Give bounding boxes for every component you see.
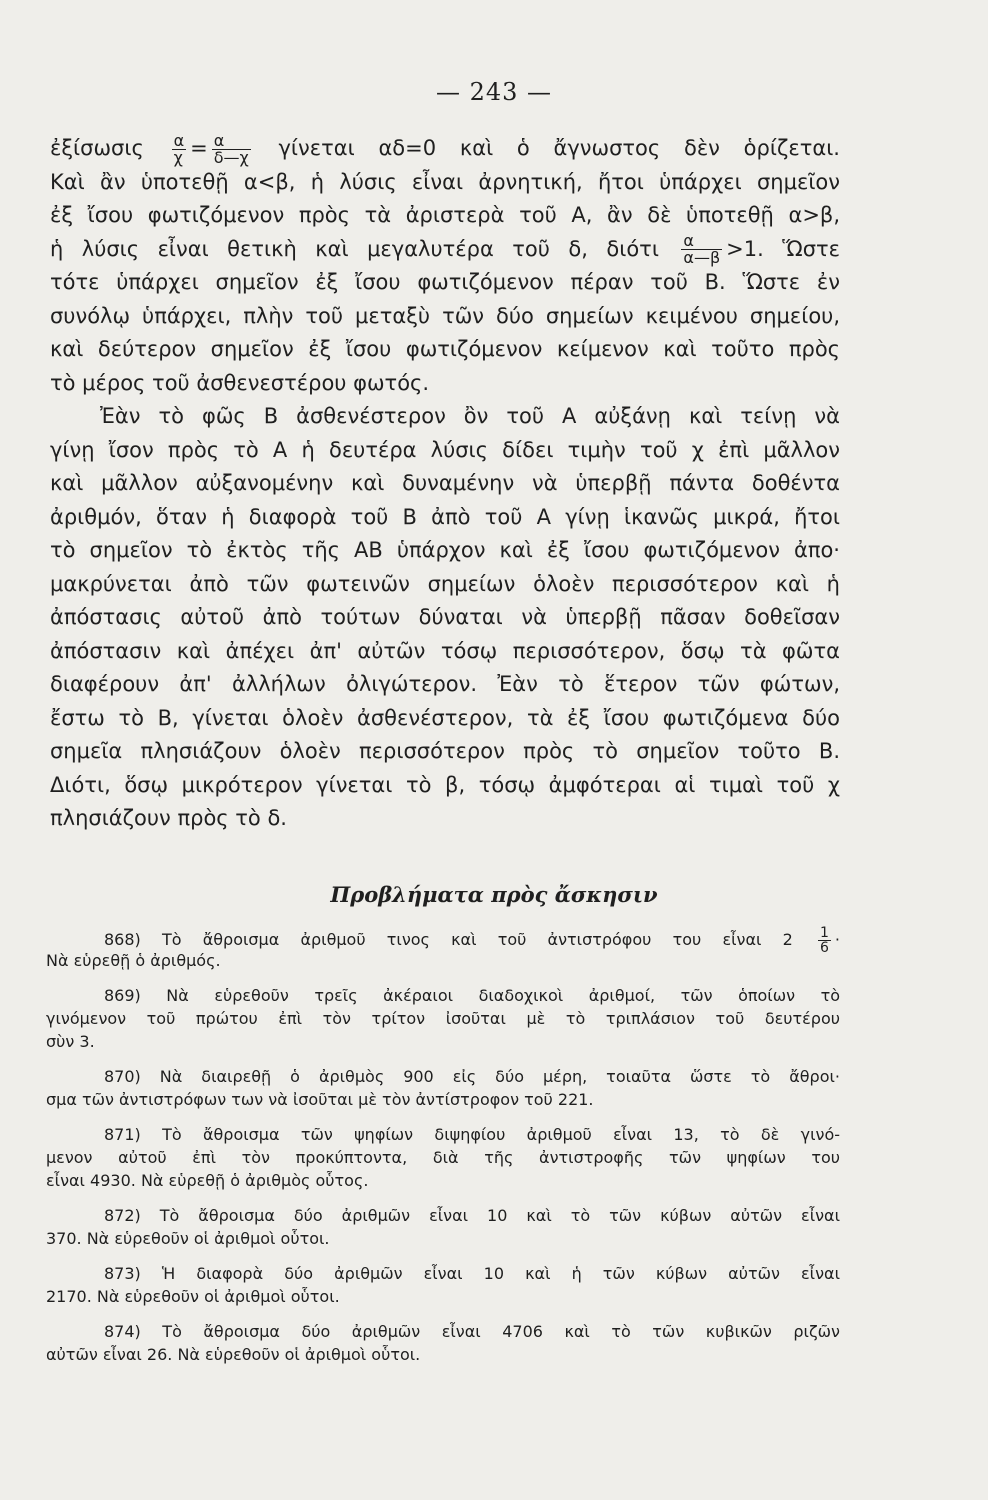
exercise-line: εἶναι 4930. Νὰ εὑρεθῇ ὁ ἀριθμὸς οὗτος. — [46, 1171, 369, 1190]
fraction-numerator: α — [173, 130, 185, 150]
exercise-870 — [46, 1065, 840, 1111]
text-span: γίνεται αδ=0 καὶ ὁ ἄγνωστος δὲν ὁρίζεται. — [278, 136, 840, 160]
exercise-line: Νὰ εὑρεθῇ ὁ ἀριθμός. — [46, 951, 221, 970]
text-line-16: ἀπόστασιν καὶ ἀπέχει ἀπ' αὐτῶν τόσῳ περισσότερον, ὅσῳ τὰ φῶτα — [50, 638, 840, 663]
section-heading: Προβλήματα πρὸς ἄσκησιν — [330, 882, 658, 907]
text-line-12: ἀριθμόν, ὅταν ἡ διαφορὰ τοῦ Β ἀπὸ τοῦ Α γίνῃ ἱκανῶς μικρά, ἤτοι — [50, 504, 840, 529]
exercise-868 — [46, 926, 840, 972]
exercise-873 — [46, 1262, 840, 1308]
text-line-20: Διότι, ὅσῳ μικρότερον γίνεται τὸ β, τόσῳ ἀμφότεραι αἱ τιμαὶ τοῦ χ — [50, 772, 840, 797]
exercise-line: αὐτῶν εἶναι 26. Νὰ εὑρεθοῦν οἱ ἀριθμοὶ οὗτοι. — [46, 1345, 421, 1364]
equals-sign: = — [190, 136, 208, 160]
text-line-21: πλησιάζουν πρὸς τὸ δ. — [50, 806, 287, 830]
fraction-numerator: 1 — [819, 925, 829, 941]
text-line-3: ἐξ ἴσου φωτιζόμενον πρὸς τὰ ἀριστερὰ τοῦ Α, ἂν δὲ ὑποτεθῇ α>β, — [50, 203, 840, 227]
fraction-one-sixth — [818, 926, 831, 955]
fraction-a-over-x — [172, 130, 187, 167]
text-line-6: συνόλῳ ὑπάρχει, πλὴν τοῦ μεταξὺ τῶν δύο σημείων κειμένου σημείου, — [50, 303, 840, 328]
fraction-a-over-d-minus-x — [212, 130, 251, 167]
exercise-list — [46, 926, 840, 1378]
fraction-denominator: χ — [173, 147, 183, 167]
text-line-2: Καὶ ἂν ὑποτεθῇ α<β, ἡ λύσις εἶναι ἀρνητική, ἤτοι ὑπάρχει σημεῖον — [50, 169, 840, 194]
text-span: · — [834, 930, 840, 949]
text-line-9: Ἐὰν τὸ φῶς Β ἀσθενέστερον ὂν τοῦ Α αὐξάνῃ καὶ τείνῃ νὰ — [100, 404, 840, 428]
exercise-line: γινόμενον τοῦ πρώτου ἐπὶ τὸν τρίτον ἰσοῦται μὲ τὸ τριπλάσιον τοῦ δευτέρου — [46, 1009, 840, 1028]
main-text — [50, 132, 840, 836]
exercise-869 — [46, 984, 840, 1053]
text-line-5: τότε ὑπάρχει σημεῖον ἐξ ἴσου φωτιζόμενον πέραν τοῦ Β. Ὥστε ἐν — [50, 270, 840, 294]
exercise-872 — [46, 1204, 840, 1250]
fraction-numerator: α — [681, 233, 722, 250]
text-line-4 — [50, 233, 840, 267]
exercise-line: 870) Νὰ διαιρεθῇ ὁ ἀριθμὸς 900 εἰς δύο μέρη, τοιαῦτα ὥστε τὸ ἄθροι· — [104, 1067, 840, 1086]
text-line-1 — [50, 132, 840, 166]
fraction-denominator: α—β — [683, 248, 721, 267]
text-line-17: διαφέρουν ἀπ' ἀλλήλων ὀλιγώτερον. Ἐὰν τὸ ἕτερον τῶν φώτων, — [50, 672, 840, 696]
text-span: 868) Τὸ ἄθροισμα ἀριθμοῦ τινος καὶ τοῦ ἀντιστρόφου του εἶναι 2 — [104, 930, 793, 949]
exercise-line: σὺν 3. — [46, 1032, 95, 1051]
text-line-18: ἔστω τὸ Β, γίνεται ὁλοὲν ἀσθενέστερον, τὰ ἐξ ἴσου φωτιζόμενα δύο — [50, 705, 840, 730]
fraction-denominator: 6 — [819, 940, 829, 956]
text-span: ἐξίσωσις — [50, 136, 144, 160]
exercise-line: 872) Τὸ ἄθροισμα δύο ἀριθμῶν εἶναι 10 καὶ τὸ τῶν κύβων αὐτῶν εἶναι — [104, 1206, 840, 1225]
exercise-line: 873) Ἡ διαφορὰ δύο ἀριθμῶν εἶναι 10 καὶ ἡ τῶν κύβων αὐτῶν εἶναι — [104, 1264, 840, 1283]
page-number: — 243 — — [435, 78, 553, 106]
text-line-10: γίνῃ ἴσον πρὸς τὸ Α ἡ δευτέρα λύσις δίδει τιμὴν τοῦ χ ἐπὶ μᾶλλον — [50, 437, 840, 462]
exercise-line: μενον αὐτοῦ ἐπὶ τὸν προκύπτοντα, διὰ τῆς ἀντιστροφῆς τῶν ψηφίων του — [46, 1148, 840, 1167]
fraction-a-over-a-minus-b — [681, 233, 722, 266]
exercise-line: 2170. Νὰ εὑρεθοῦν οἱ ἀριθμοὶ οὗτοι. — [46, 1287, 340, 1306]
exercise-line: 370. Νὰ εὑρεθοῦν οἱ ἀριθμοὶ οὗτοι. — [46, 1229, 330, 1248]
text-line-15: ἀπόστασις αὐτοῦ ἀπὸ τούτων δύναται νὰ ὑπερβῇ πᾶσαν δοθεῖσαν — [50, 605, 840, 629]
text-line-13: τὸ σημεῖον τὸ ἐκτὸς τῆς ΑΒ ὑπάρχον καὶ ἐξ ἴσου φωτιζόμενον ἀπο· — [50, 538, 840, 562]
text-span: ἡ λύσις εἶναι θετικὴ καὶ μεγαλυτέρα τοῦ δ, διότι — [50, 236, 659, 261]
exercise-line — [46, 925, 840, 956]
text-span: >1. Ὥστε — [726, 236, 840, 261]
text-line-11: καὶ μᾶλλον αὐξανομένην καὶ δυναμένην νὰ ὑπερβῇ πάντα δοθέντα — [50, 471, 840, 495]
exercise-871 — [46, 1123, 840, 1192]
fraction-numerator: α — [212, 133, 251, 150]
fraction-denominator: δ—χ — [213, 147, 249, 167]
exercise-line: 871) Τὸ ἄθροισμα τῶν ψηφίων διψηφίου ἀριθμοῦ εἶναι 13, τὸ δὲ γινό- — [104, 1125, 840, 1144]
text-line-19: σημεῖα πλησιάζουν ὁλοὲν περισσότερον πρὸς τὸ σημεῖον τοῦτο Β. — [50, 739, 840, 763]
text-line-14: μακρύνεται ἀπὸ τῶν φωτεινῶν σημείων ὁλοὲν περισσότερον καὶ ἡ — [50, 571, 840, 596]
text-line-8: τὸ μέρος τοῦ ἀσθενεστέρου φωτός. — [50, 370, 430, 395]
exercise-874 — [46, 1320, 840, 1366]
text-line-7: καὶ δεύτερον σημεῖον ἐξ ἴσου φωτιζόμενον κείμενον καὶ τοῦτο πρὸς — [50, 337, 840, 361]
exercise-line: 869) Νὰ εὑρεθοῦν τρεῖς ἀκέραιοι διαδοχικοὶ ἀριθμοί, τῶν ὁποίων τὸ — [104, 986, 840, 1005]
exercise-line: σμα τῶν ἀντιστρόφων των νὰ ἰσοῦται μὲ τὸν ἀντίστροφον τοῦ 221. — [46, 1090, 594, 1109]
exercise-line: 874) Τὸ ἄθροισμα δύο ἀριθμῶν εἶναι 4706 καὶ τὸ τῶν κυβικῶν ριζῶν — [104, 1322, 840, 1341]
